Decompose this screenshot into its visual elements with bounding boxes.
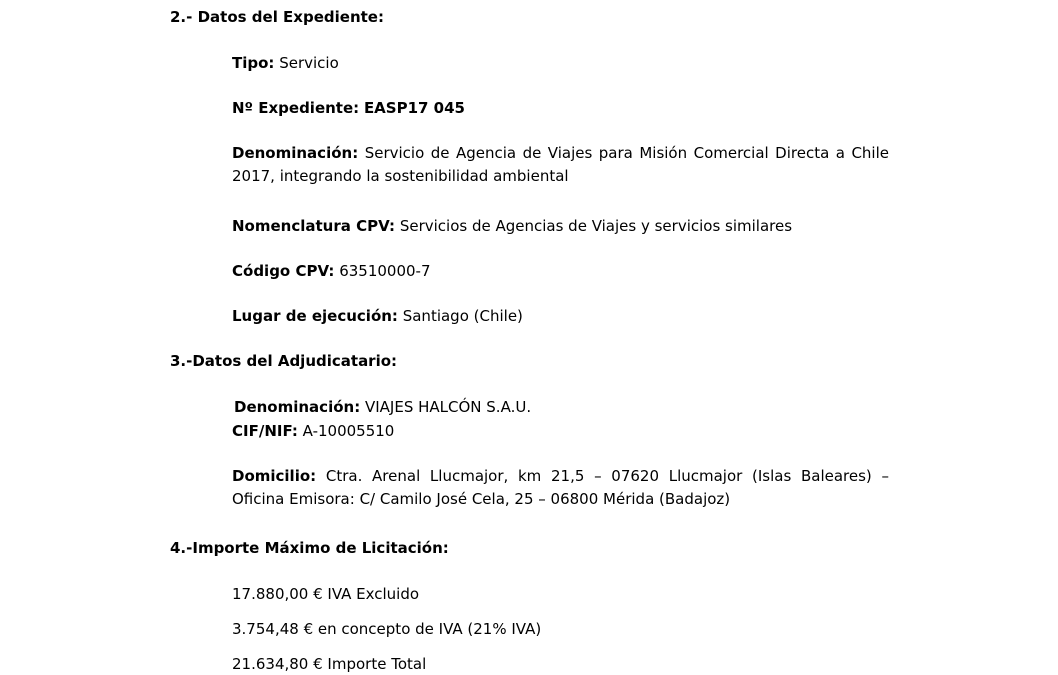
expediente-field: [232, 98, 465, 118]
importe-sin-iva: 17.880,00 € IVA Excluido: [232, 585, 420, 603]
domicilio-label: Domicilio:: [232, 467, 317, 485]
codigo-cpv-value: 63510000-7: [339, 262, 431, 280]
section-4-heading: 4.-Importe Máximo de Licitación:: [170, 539, 449, 557]
importe-total: 21.634,80 € Importe Total: [232, 655, 427, 673]
domicilio-value: Ctra. Arenal Llucmajor, km 21,5 – 07620 Llucmajor (Islas Baleares) – Oficina Emisora: C/ Camilo José Cela, 25 – 06800 Mérida (Badajoz): [232, 467, 889, 508]
lugar-field: [232, 306, 523, 326]
adjudicatario-denominacion-value: VIAJES HALCÓN S.A.U.: [364, 398, 532, 416]
denominacion-value: Servicio de Agencia de Viajes para Misión Comercial Directa a Chile 2017, integrando la sostenibilidad ambiental: [232, 144, 889, 185]
section-3-heading: 3.-Datos del Adjudicatario:: [170, 352, 398, 370]
cif-label: CIF/NIF:: [232, 422, 298, 440]
lugar-label: Lugar de ejecución:: [232, 307, 398, 325]
expediente-value: EASP17 045: [363, 99, 465, 117]
adjudicatario-denominacion-label: Denominación:: [234, 398, 361, 416]
domicilio-field: [232, 465, 889, 511]
importe-iva: 3.754,48 € en concepto de IVA (21% IVA): [232, 620, 542, 638]
lugar-value: Santiago (Chile): [402, 307, 523, 325]
tipo-value: Servicio: [279, 54, 339, 72]
nomenclatura-field: [232, 216, 792, 236]
nomenclatura-value: Servicios de Agencias de Viajes y servicios similares: [399, 217, 793, 235]
codigo-cpv-field: [232, 261, 431, 281]
cif-value: A-10005510: [302, 422, 395, 440]
tipo-label: Tipo:: [232, 54, 275, 72]
cif-field: [232, 421, 394, 441]
section-2-heading: 2.- Datos del Expediente:: [170, 8, 384, 26]
tipo-field: [232, 53, 339, 73]
nomenclatura-label: Nomenclatura CPV:: [232, 217, 396, 235]
expediente-label: Nº Expediente:: [232, 99, 360, 117]
denominacion-label: Denominación:: [232, 144, 359, 162]
codigo-cpv-label: Código CPV:: [232, 262, 335, 280]
adjudicatario-denominacion-field: [234, 397, 531, 417]
denominacion-field: [232, 142, 889, 188]
